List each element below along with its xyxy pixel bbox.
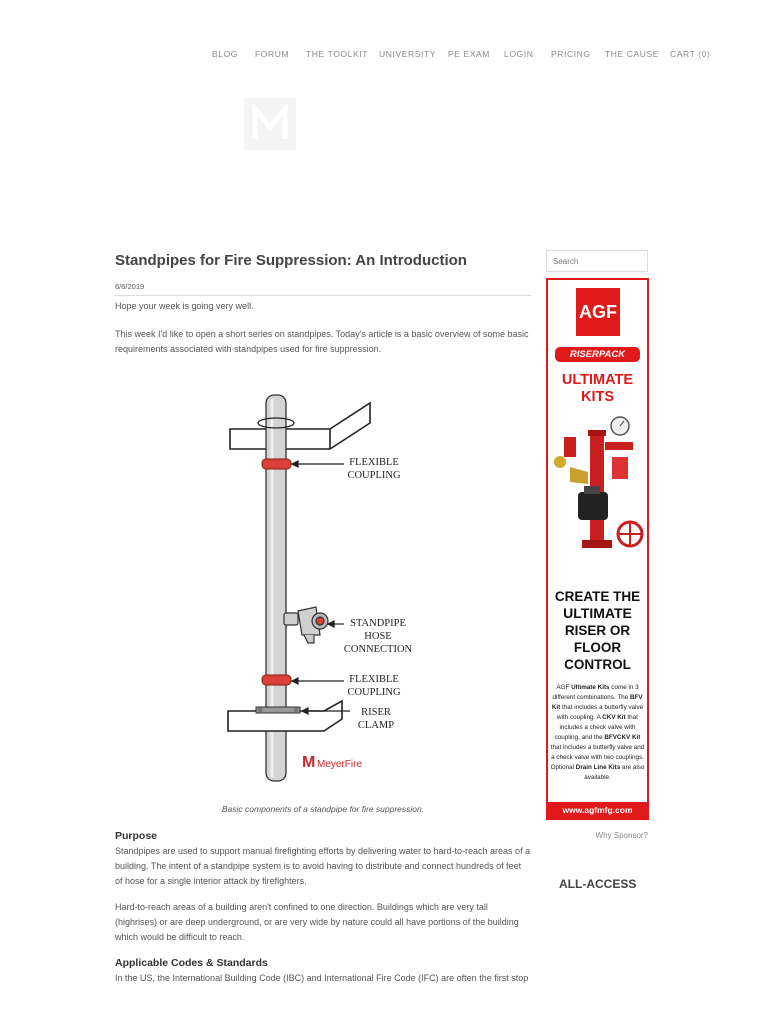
site-logo-icon[interactable] <box>243 97 297 151</box>
meyerfire-brand <box>302 754 362 771</box>
nav-toolkit[interactable]: THE TOOLKIT <box>306 49 369 59</box>
label-clamp-2: CLAMP <box>357 720 395 731</box>
standpipe-diagram <box>220 385 440 785</box>
purpose-paragraph-2: Hard-to-reach areas of a building aren't confined to one direction. Buildings which are very tall (highrises) or are deep underground, or are very wide by nature could all have portions of the building which would be difficult to reach. <box>115 902 519 942</box>
brand-text: MeyerFire <box>317 759 363 770</box>
why-sponsor-link[interactable]: Why Sponsor? <box>595 831 648 840</box>
ad-headline-2: KITS <box>580 389 615 405</box>
purpose-heading: Purpose <box>115 830 158 842</box>
label-hose-3: CONNECTION <box>343 644 413 655</box>
figure-caption: Basic components of a standpipe for fire suppression. <box>221 804 425 814</box>
divider <box>115 295 531 296</box>
top-floor-slab <box>230 403 370 449</box>
agf-logo: AGF <box>576 288 620 336</box>
riser-kit-illustration <box>550 412 645 562</box>
label-flexible-coupling-top-1: FLEXIBLE <box>349 457 399 468</box>
nav-forum[interactable]: FORUM <box>255 49 290 59</box>
label-flexible-coupling-top-2: COUPLING <box>347 470 401 481</box>
ad-description: AGF Ultimate Kits come in 3 different combinations. The BFV Kit that includes a butterfly valve with coupling. A CKV Kit that includes a check valve with coupling, and the BFVCKV Kit that includes a butterfly valve and a check valve with two couplings. Optional Drain Line Kits are also available. <box>550 684 645 781</box>
nav-the-cause[interactable]: THE CAUSE <box>605 49 660 59</box>
hose-connection-valve <box>284 607 328 643</box>
nav-pricing[interactable]: PRICING <box>551 49 591 59</box>
ad-cta-3: RISER OR <box>564 623 631 638</box>
label-flexible-coupling-bottom-2: COUPLING <box>347 687 401 698</box>
top-nav <box>0 49 768 61</box>
flexible-coupling-bottom <box>262 675 291 685</box>
nav-cart[interactable]: CART (0) <box>670 49 711 59</box>
article-title: Standpipes for Fire Suppression: An Introduction <box>115 252 467 269</box>
ad-cta-4: FLOOR <box>573 640 622 655</box>
intro-paragraph-1: Hope your week is going very well. <box>115 301 254 311</box>
all-access-heading: ALL-ACCESS <box>559 877 637 891</box>
riserpack-badge: RISERPACK <box>555 347 640 362</box>
label-flexible-coupling-bottom-1: FLEXIBLE <box>349 674 399 685</box>
intro-paragraph-2: This week I'd like to open a short series on standpipes. Today's article is a basic overview of some basic requirements associated with standpipes used for fire suppression. <box>115 329 529 354</box>
flexible-coupling-top <box>262 459 291 469</box>
codes-paragraph: In the US, the International Building Code (IBC) and International Fire Code (IFC) are often the first stop <box>115 973 529 983</box>
codes-heading: Applicable Codes & Standards <box>115 957 268 969</box>
nav-pe-exam[interactable]: PE EXAM <box>448 49 490 59</box>
ad-cta-1: CREATE THE <box>554 589 641 604</box>
nav-university[interactable]: UNIVERSITY <box>379 49 437 59</box>
label-hose-2: HOSE <box>364 631 392 642</box>
nav-blog[interactable]: BLOG <box>212 49 239 59</box>
label-hose-1: STANDPIPE <box>350 618 406 629</box>
article-date: 6/6/2019 <box>115 282 145 291</box>
purpose-paragraph: Standpipes are used to support manual firefighting efforts by delivering water to hard-to-reach areas of a building. The intent of a standpipe system is to avoid having to distribute and connect hundreds of feet of hose for a single interior attack by firefighters. <box>115 846 531 886</box>
ad-cta-2: ULTIMATE <box>563 605 632 621</box>
search-input[interactable] <box>546 250 648 272</box>
ad-url[interactable]: www.agfmfg.com <box>548 802 647 818</box>
label-clamp-1: RISER <box>361 707 391 718</box>
ad-cta-5: CONTROL <box>564 657 631 672</box>
svg-text:M: M <box>302 754 316 771</box>
nav-login[interactable]: LOGIN <box>504 49 534 59</box>
ad-headline-1: ULTIMATE <box>561 372 634 388</box>
riser-clamp <box>256 707 300 713</box>
sponsor-ad[interactable] <box>546 278 649 820</box>
